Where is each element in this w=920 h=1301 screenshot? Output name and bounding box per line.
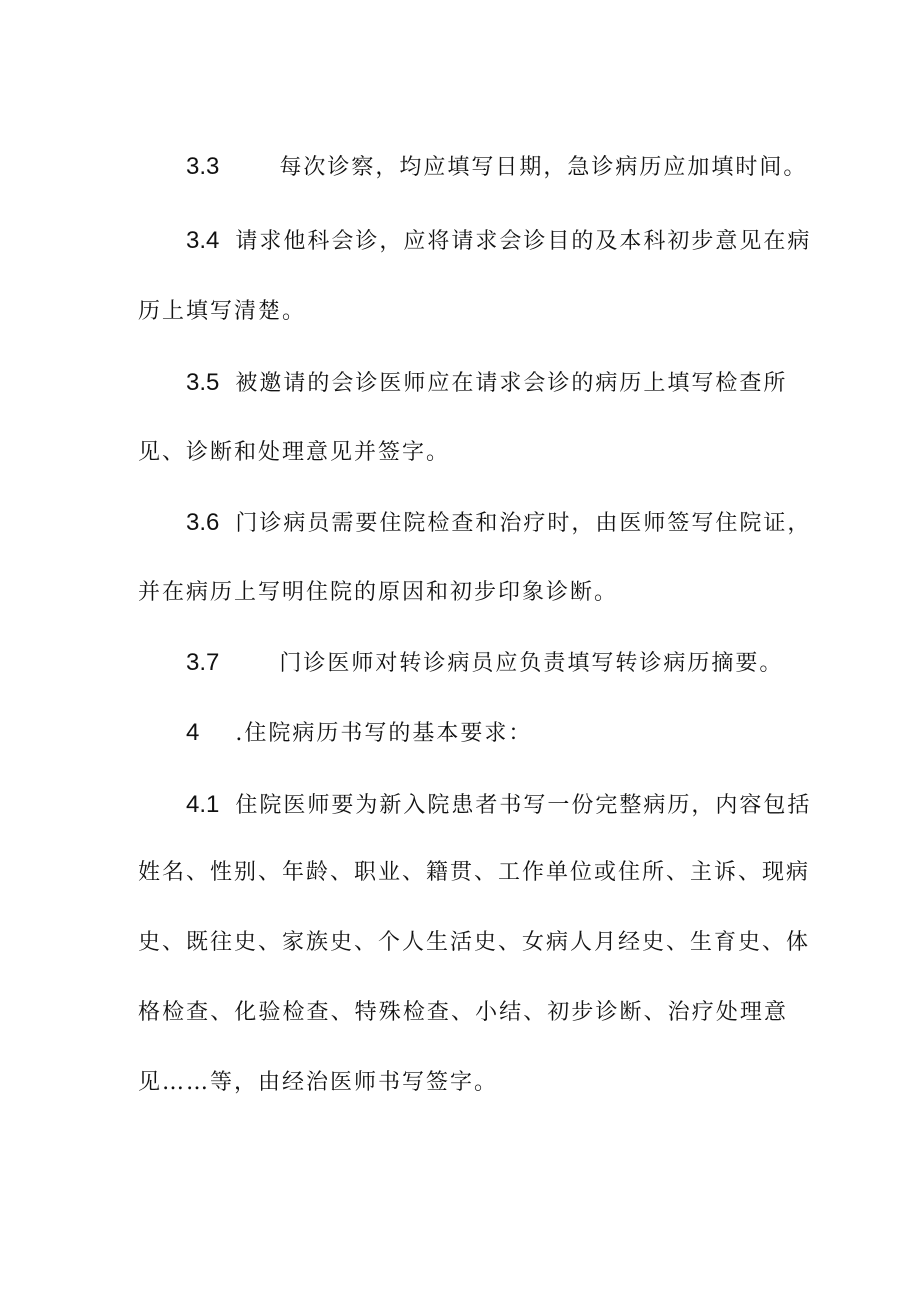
paragraph-4-1-line-3: 史、既往史、家族史、个人生活史、女病人月经史、生育史、体 — [138, 930, 811, 955]
paragraph-3-6-line-1 — [186, 508, 812, 539]
paragraph-text: 住院医师要为新入院患者书写一份完整病历，内容包括 — [235, 793, 812, 818]
paragraph-text: 门诊医师对转诊病员应负责填写转诊病历摘要。 — [279, 651, 784, 676]
paragraph-text: 被邀请的会诊医师应在请求会诊的病历上填写检查所 — [235, 371, 788, 396]
paragraph-4-1-line-5: 见……等，由经治医师书写签字。 — [138, 1070, 499, 1095]
paragraph-3-4-line-1 — [186, 226, 812, 257]
section-number: 3.7 — [186, 649, 220, 676]
section-number: 3.3 — [186, 153, 220, 180]
paragraph-3-5-line-1 — [186, 368, 786, 399]
paragraph-3-3 — [186, 152, 808, 183]
paragraph-4-heading — [186, 718, 786, 749]
paragraph-4-1-line-4: 格检查、化验检查、特殊检查、小结、初步诊断、治疗处理意 — [138, 1000, 788, 1025]
paragraph-3-5-line-2: 见、诊断和处理意见并签字。 — [138, 440, 451, 465]
paragraph-3-6-line-2: 并在病历上写明住院的原因和初步印象诊断。 — [138, 580, 619, 605]
paragraph-3-7 — [186, 648, 786, 679]
section-number: 3.4 — [186, 227, 220, 254]
paragraph-text: 请求他科会诊，应将请求会诊目的及本科初步意见在病 — [235, 229, 812, 254]
paragraph-text: .住院病历书写的基本要求： — [235, 721, 533, 746]
section-number: 3.5 — [186, 369, 220, 396]
paragraph-text: 每次诊察，均应填写日期，急诊病历应加填时间。 — [279, 155, 808, 180]
section-number: 4 — [186, 719, 200, 746]
section-number: 4.1 — [186, 791, 220, 818]
paragraph-4-1-line-2: 姓名、性别、年龄、职业、籍贯、工作单位或住所、主诉、现病 — [138, 860, 811, 885]
paragraph-3-4-line-2: 历上填写清楚。 — [138, 299, 307, 324]
paragraph-4-1-line-1 — [186, 790, 812, 821]
section-number: 3.6 — [186, 509, 220, 536]
paragraph-text: 门诊病员需要住院检查和治疗时，由医师签写住院证， — [235, 511, 812, 536]
